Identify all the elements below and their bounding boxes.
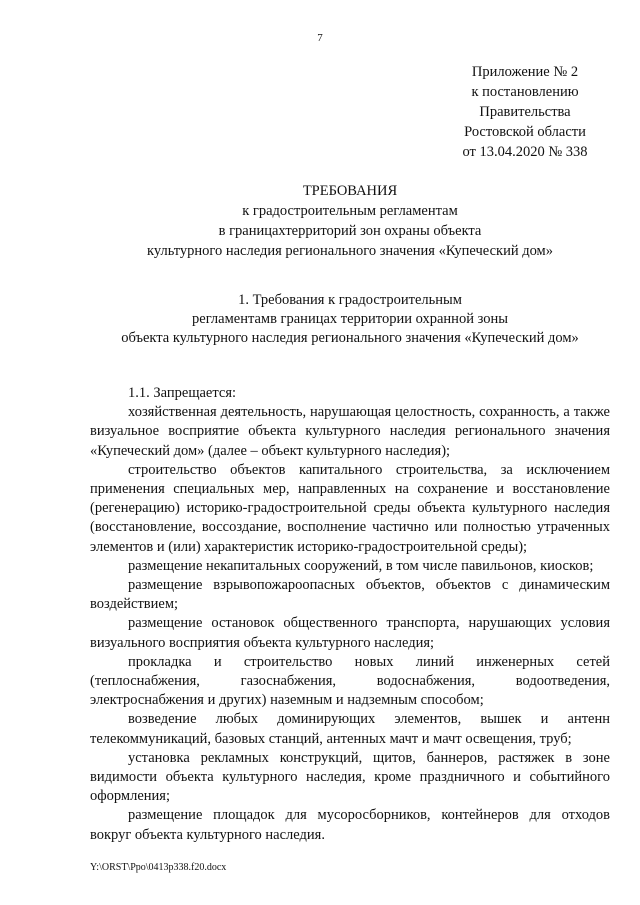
appendix-line: к постановлению [471,84,579,100]
page-number: 7 [317,32,323,44]
requirement-item: строительство объектов капитального строительства, за исключением применения специальных мер, направленных на сохранение и восстановление (регенерацию) историко-градостроительной среды объекта культурного наследия (восстановление, воссоздание, восполнение частично или полностью утраченных элементов и (или) характеристик историко-градостроительной среды); [90,461,610,555]
requirement-item: размещение остановок общественного транспорта, нарушающих условия визуального восприятия объекта культурного наследия; [90,615,610,651]
appendix-header [440,62,610,162]
requirement-item: установка рекламных конструкций, щитов, баннеров, растяжек в зоне видимости объекта культурного наследия, кроме праздничного и событийного оформления; [90,749,610,805]
appendix-line: Правительства [479,104,571,120]
section-line: 1. Требования к градостроительным [238,292,462,308]
requirement-item: прокладка и строительство новых линий инженерных сетей (теплоснабжения, газоснабжения, водоснабжения, водоотведения, электроснабжения и других) наземным и надземным способом; [90,653,610,709]
subsection-heading: 1.1. Запрещается: [128,385,237,401]
requirement-item: размещение площадок для мусоросборников, контейнеров для отходов вокруг объекта культурного наследия. [90,807,610,843]
title-line: в границахтерриторий зон охраны объекта [218,223,482,239]
requirement-item: размещение взрывопожароопасных объектов, объектов с динамическим воздействием; [90,577,610,613]
section-line: регламентамв границах территории охранной зоны [192,311,508,327]
title-heading: ТРЕБОВАНИЯ [302,183,398,199]
requirement-item: возведение любых доминирующих элементов, вышек и антенн телекоммуникаций, базовых станций, антенных мачт и мачт освещения, труб; [90,711,610,747]
requirements-body [90,384,610,845]
title-line: к градостроительным регламентам [242,203,458,219]
appendix-line: Приложение № 2 [471,64,579,80]
document-title [90,181,610,261]
title-line: культурного наследия регионального значения «Купеческий дом» [147,243,553,259]
appendix-line: Ростовской области [464,124,586,140]
section-heading [90,291,610,348]
requirement-item: размещение некапитальных сооружений, в том числе павильонов, киосков; [128,557,594,574]
appendix-date-line: от 13.04.2020 № 338 [462,144,588,160]
requirement-item: хозяйственная деятельность, нарушающая целостность, сохранность, а также визуальное восприятие объекта культурного наследия регионального значения «Купеческий дом» (далее – объект культурного наследия); [90,404,610,459]
section-line: объекта культурного наследия регионального значения «Купеческий дом» [121,330,579,346]
file-path-footer: Y:\ORST\Ppo\0413p338.f20.docx [90,862,227,873]
